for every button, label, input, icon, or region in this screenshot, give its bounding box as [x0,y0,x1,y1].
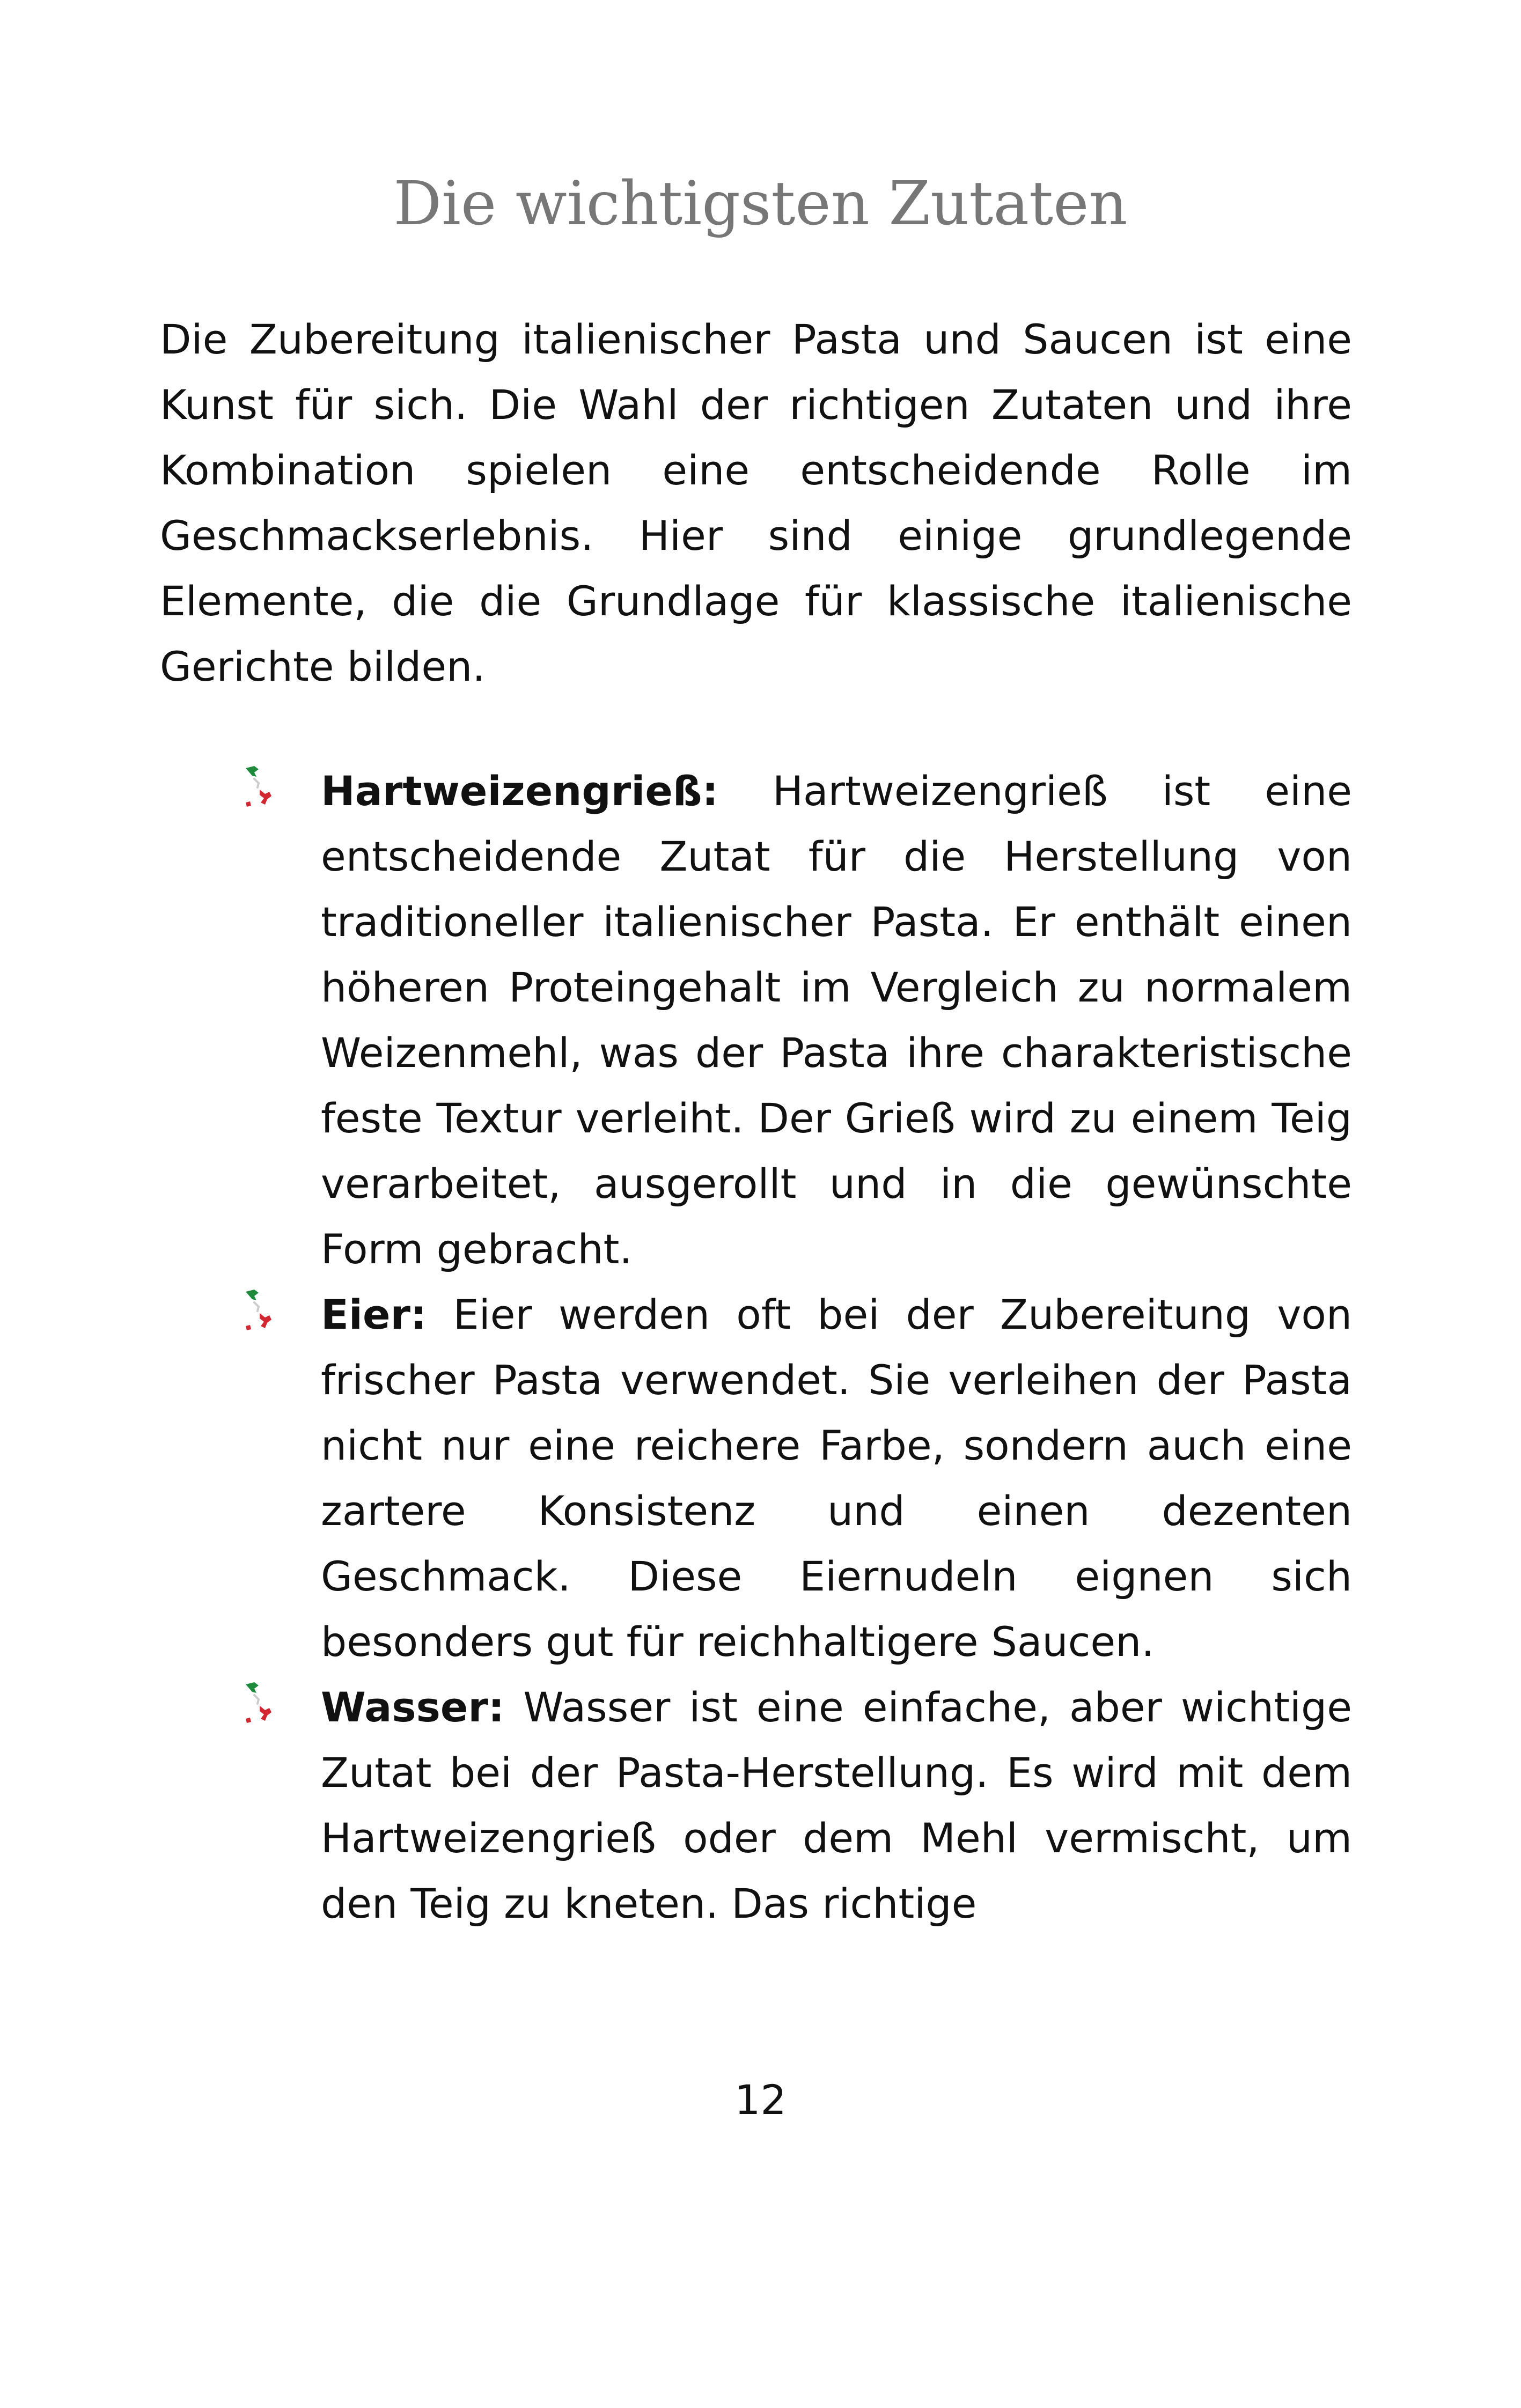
page-number: 12 [734,2076,787,2124]
item-term: Wasser: [321,1683,505,1731]
list-item [160,1675,1352,1936]
italy-map-icon [239,1287,282,1341]
item-text: Hartweizengrieß ist eine entscheidende Zutat für die Herstellung von traditioneller italienischer Pasta. Er enthält einen höheren Proteingehalt im Vergleich zu normalem Weizenmehl, was der Pasta ihre charakteristische feste Textur verleiht. Der Grieß wird zu einem Teig verarbeitet, ausgerollt und in die gewünschte Form gebracht. [321,767,1352,1273]
item-text: Wasser ist eine einfache, aber wichtige Zutat bei der Pasta-Herstellung. Es wird mit dem Hartweizengrieß oder dem Mehl vermischt, um den Teig zu kneten. Das richtige [321,1683,1352,1927]
intro-paragraph: Die Zubereitung italienischer Pasta und Saucen ist eine Kunst für sich. Die Wahl der richtigen Zutaten und ihre Kombination spielen eine entscheidende Rolle im Geschmackserlebnis. Hier sind einige grundlegende Elemente, die die Grundlage für klassische italienische Gerichte bilden. [160,315,1352,690]
item-text: Eier werden oft bei der Zubereitung von frischer Pasta verwendet. Sie verleihen der Pasta nicht nur eine reichere Farbe, sondern auch eine zartere Konsistenz und einen dezenten Geschmack. Diese Eiernudeln eignen sich besonders gut für reichhaltigere Saucen. [321,1291,1352,1666]
italy-map-icon [239,764,282,818]
italy-map-icon [239,1680,282,1734]
ingredient-list [160,759,1352,1936]
item-term: Hartweizengrieß: [321,767,718,815]
list-item [160,759,1352,1282]
list-item [160,1282,1352,1675]
page-title: Die wichtigsten Zutaten [393,169,1128,239]
item-term: Eier: [321,1291,427,1338]
